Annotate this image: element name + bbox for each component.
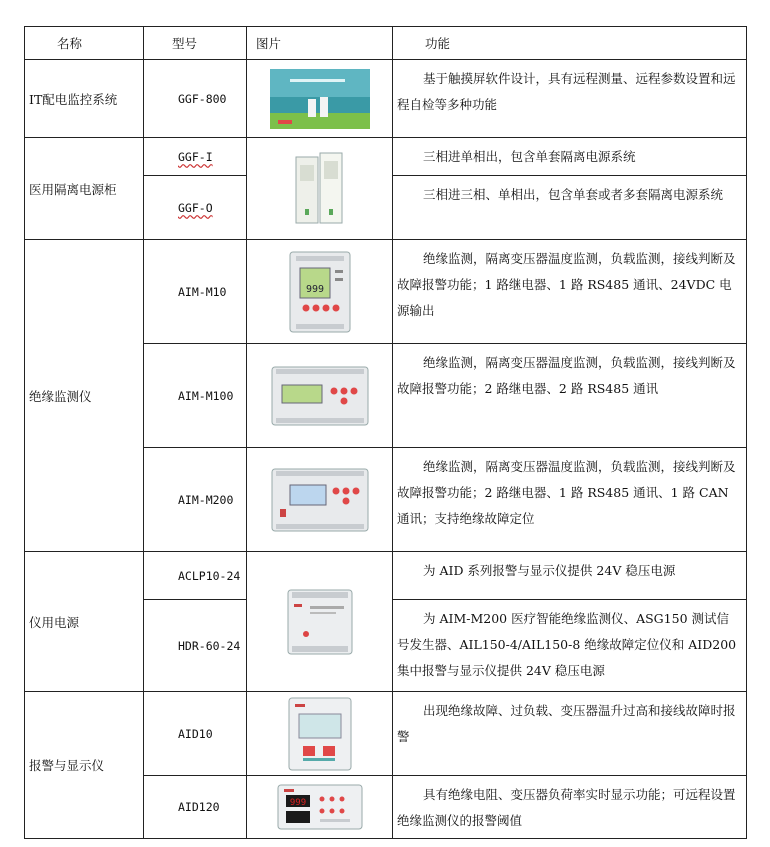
picture-cell [247, 692, 393, 776]
picture-cell [247, 240, 393, 344]
category-alarm: 报警与显示仪 [25, 692, 144, 839]
category-it-monitor: IT配电监控系统 [25, 60, 144, 138]
function-hdr-60-24: 为 AIM-M200 医疗智能绝缘监测仪、ASG150 测试信号发生器、AIL150-4/AIL150-8 绝缘故障定位仪和 AID200 集中报警与显示仪提供 24V 稳压电源 [393, 600, 747, 692]
table-row [25, 692, 747, 776]
table-row [25, 60, 747, 138]
function-aclp10-24: 为 AID 系列报警与显示仪提供 24V 稳压电源 [393, 552, 747, 600]
model-aim-m200: AIM-M200 [144, 448, 247, 552]
function-aim-m200: 绝缘监测，隔离变压器温度监测，负载监测，接线判断及故障报警功能；2 路继电器、1 路 RS485 通讯、1 路 CAN 通讯；支持绝缘故障定位 [393, 448, 747, 552]
function-ggf-i: 三相进单相出，包含单套隔离电源系统 [393, 138, 747, 176]
picture-cell [247, 60, 393, 138]
header-picture: 图片 [247, 27, 393, 60]
aim-m10-device-image [280, 250, 360, 334]
header-model: 型号 [144, 27, 247, 60]
function-ggf-o: 三相进三相、单相出，包含单套或者多套隔离电源系统 [393, 176, 747, 240]
model-aid120: AID120 [144, 776, 247, 839]
table-row [25, 240, 747, 344]
aim-m100-device-image [268, 363, 372, 429]
function-it-monitor: 基于触摸屏软件设计，具有远程测量、远程参数设置和远程自检等多种功能 [393, 60, 747, 138]
header-function: 功能 [393, 27, 747, 60]
category-insulation: 绝缘监测仪 [25, 240, 144, 552]
picture-cell [247, 448, 393, 552]
picture-cell [247, 138, 393, 240]
header-name: 名称 [25, 27, 144, 60]
picture-cell [247, 776, 393, 839]
model-hdr-60-24: HDR-60-24 [144, 600, 247, 692]
category-medical-cabinet: 医用隔离电源柜 [25, 138, 144, 240]
product-table [24, 26, 747, 839]
function-aim-m100: 绝缘监测，隔离变压器温度监测，负载监测，接线判断及故障报警功能；2 路继电器、2 路 RS485 通讯 [393, 344, 747, 448]
model-ggf-o [144, 176, 247, 240]
model-aim-m10: AIM-M10 [144, 240, 247, 344]
category-power: 仪用电源 [25, 552, 144, 692]
function-aid10: 出现绝缘故障、过负载、变压器温升过高和接线故障时报警 [393, 692, 747, 776]
picture-cell [247, 552, 393, 692]
header-row [25, 27, 747, 60]
table-row [25, 138, 747, 176]
model-text: GGF-I [178, 149, 213, 164]
touchscreen-software-image [270, 69, 370, 129]
function-aid120: 具有绝缘电阻、变压器负荷率实时显示功能；可远程设置绝缘监测仪的报警阈值 [393, 776, 747, 839]
aid10-panel-image [285, 696, 355, 772]
isolation-cabinet-image [290, 151, 350, 227]
din-power-supply-image [280, 586, 360, 658]
model-aclp10-24: ACLP10-24 [144, 552, 247, 600]
aim-m200-device-image [268, 465, 372, 535]
model-aid10: AID10 [144, 692, 247, 776]
model-text: GGF-O [178, 200, 213, 215]
aid120-panel-image [274, 781, 366, 833]
function-aim-m10: 绝缘监测，隔离变压器温度监测，负载监测，接线判断及故障报警功能；1 路继电器、1 路 RS485 通讯、24VDC 电源输出 [393, 240, 747, 344]
led-readout: 999 [289, 798, 306, 808]
table-row [25, 552, 747, 600]
model-ggf-800: GGF-800 [144, 60, 247, 138]
model-ggf-i [144, 138, 247, 176]
lcd-readout: 999 [305, 283, 324, 295]
model-aim-m100: AIM-M100 [144, 344, 247, 448]
picture-cell [247, 344, 393, 448]
